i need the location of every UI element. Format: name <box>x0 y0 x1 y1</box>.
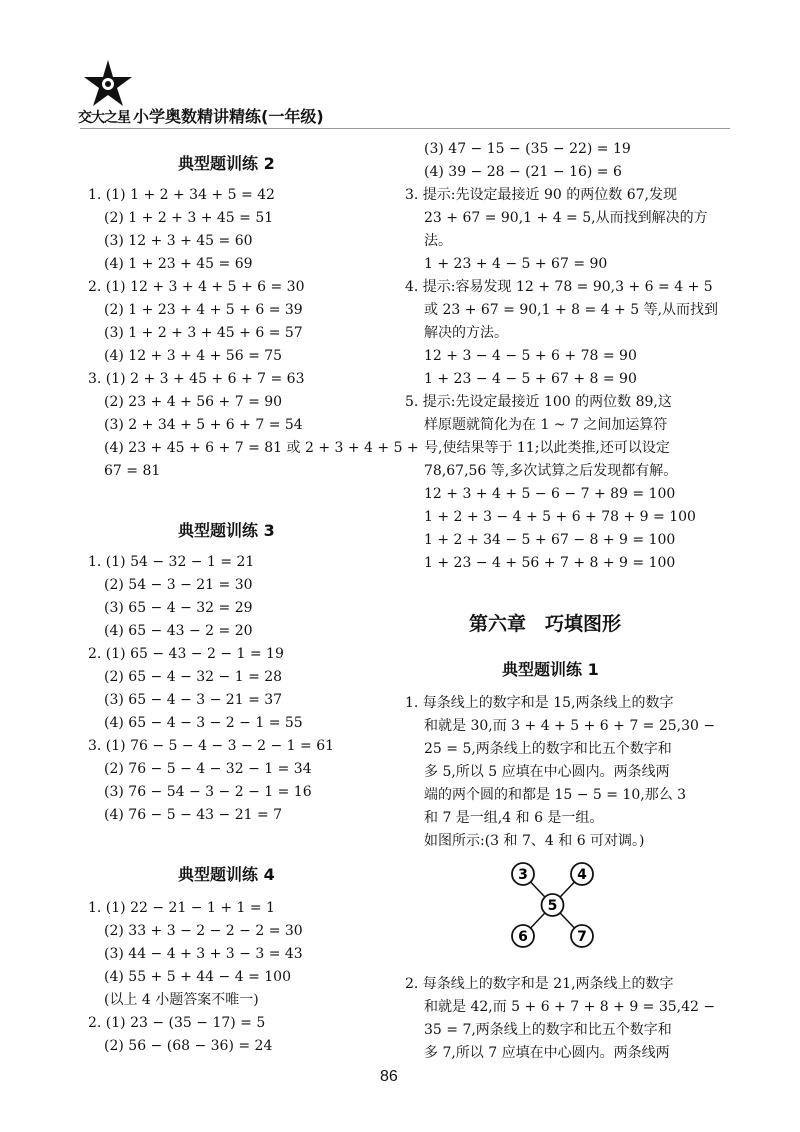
answer-line: 2. (1) 23 − (35 − 17) = 5 <box>88 1015 266 1031</box>
hint-line: 法。 <box>424 233 452 249</box>
answer-line: 67 = 81 <box>104 463 161 479</box>
answer-line: (3) 47 − 15 − (35 − 22) = 19 <box>424 141 631 157</box>
node-label: 4 <box>577 867 587 883</box>
answer-line: 1 + 23 − 4 − 5 + 67 + 8 = 90 <box>424 371 637 387</box>
answer-line: (4) 76 − 5 − 43 − 21 = 7 <box>104 807 283 823</box>
answer-line: 3. (1) 2 + 3 + 45 + 6 + 7 = 63 <box>88 371 305 387</box>
answer-line: (2) 76 − 5 − 4 − 32 − 1 = 34 <box>104 761 312 777</box>
node-label: 6 <box>518 929 528 945</box>
answer-line: 1. (1) 22 − 21 − 1 + 1 = 1 <box>88 900 275 916</box>
answer-line: (4) 55 + 5 + 44 − 4 = 100 <box>104 969 291 985</box>
answer-line: (3) 44 − 4 + 3 + 3 − 3 = 43 <box>104 946 303 962</box>
answer-line: (4) 1 + 23 + 45 = 69 <box>104 256 253 272</box>
explanation-line: 如图所示:(3 和 7、4 和 6 可对调。) <box>424 833 645 849</box>
answer-line: (3) 12 + 3 + 45 = 60 <box>104 233 253 249</box>
explanation-line: 25 = 5,两条线上的数字和比五个数字和 <box>424 741 672 757</box>
circle-node-br <box>571 925 593 947</box>
chapter-title: 第六章 巧填图形 <box>469 613 622 635</box>
explanation-line: 和 7 是一组,4 和 6 是一组。 <box>424 810 604 826</box>
hint-line: 5. 提示:先设定最接近 100 的两位数 89,这 <box>405 394 672 410</box>
answer-line: (4) 23 + 45 + 6 + 7 = 81 或 2 + 3 + 4 + 5 + <box>104 440 419 456</box>
answer-line: 3. (1) 76 − 5 − 4 − 3 − 2 − 1 = 61 <box>88 738 335 754</box>
answer-line: 2. (1) 12 + 3 + 4 + 5 + 6 = 30 <box>88 279 305 295</box>
circle-node-bl <box>512 925 534 947</box>
answer-line: (4) 65 − 4 − 3 − 2 − 1 = 55 <box>104 715 303 731</box>
hint-line: 号,使结果等于 11;以此类推,还可以设定 <box>424 440 670 456</box>
answer-line: (2) 65 − 4 − 32 − 1 = 28 <box>104 669 283 685</box>
answer-line: (3) 2 + 34 + 5 + 6 + 7 = 54 <box>104 417 303 433</box>
answer-line: (2) 1 + 2 + 3 + 45 = 51 <box>104 210 274 226</box>
answer-line: (3) 76 − 54 − 3 − 2 − 1 = 16 <box>104 784 312 800</box>
hint-line: 23 + 67 = 90,1 + 4 = 5,从而找到解决的方 <box>424 210 708 226</box>
explanation-line: 多 7,所以 7 应填在中心圆内。两条线两 <box>424 1045 670 1061</box>
answer-line: (2) 33 + 3 − 2 − 2 − 2 = 30 <box>104 923 303 939</box>
page-number: 86 <box>380 1068 398 1085</box>
answer-line: 1. (1) 54 − 32 − 1 = 21 <box>88 554 255 570</box>
x-circle-diagram <box>505 860 600 950</box>
header-rule <box>80 128 730 129</box>
section-title-2: 典型题训练 2 <box>178 154 275 173</box>
answer-line: (3) 1 + 2 + 3 + 45 + 6 = 57 <box>104 325 303 341</box>
answer-line: (2) 54 − 3 − 21 = 30 <box>104 577 253 593</box>
answer-line: 12 + 3 + 4 + 5 − 6 − 7 + 89 = 100 <box>424 486 676 502</box>
answer-line: 2. (1) 65 − 43 − 2 − 1 = 19 <box>88 646 284 662</box>
hint-line: 4. 提示:容易发现 12 + 78 = 90,3 + 6 = 4 + 5 <box>405 279 713 295</box>
hint-line: 解决的方法。 <box>424 325 508 341</box>
answer-line: 1. (1) 1 + 2 + 34 + 5 = 42 <box>88 187 275 203</box>
answer-line: 1 + 2 + 34 − 5 + 67 − 8 + 9 = 100 <box>424 532 676 548</box>
star-logo-icon <box>82 58 134 110</box>
answer-line: (4) 12 + 3 + 4 + 56 = 75 <box>104 348 283 364</box>
hint-line: 78,67,56 等,多次试算之后发现都有解。 <box>424 463 678 479</box>
explanation-line: 和就是 42,而 5 + 6 + 7 + 8 + 9 = 35,42 − <box>424 999 716 1015</box>
answer-line: (3) 65 − 4 − 32 = 29 <box>104 600 253 616</box>
explanation-line: 35 = 7,两条线上的数字和比五个数字和 <box>424 1022 672 1038</box>
hint-line: 或 23 + 67 = 90,1 + 8 = 4 + 5 等,从而找到 <box>424 302 719 318</box>
answer-line: (2) 56 − (68 − 36) = 24 <box>104 1038 273 1054</box>
circle-node-tr <box>571 863 593 885</box>
answer-line: 1 + 23 + 4 − 5 + 67 = 90 <box>424 256 608 272</box>
answer-line: 12 + 3 − 4 − 5 + 6 + 78 = 90 <box>424 348 637 364</box>
book-title: 小学奥数精讲精练(一年级) <box>133 107 324 126</box>
section-title-3: 典型题训练 3 <box>178 521 275 540</box>
explanation-line: 1. 每条线上的数字和是 15,两条线上的数字 <box>405 695 674 711</box>
answer-line: (3) 65 − 4 − 3 − 21 = 37 <box>104 692 283 708</box>
hint-line: 样原题就简化为在 1 ~ 7 之间加运算符 <box>424 417 668 433</box>
logo-text: 交大之星 <box>78 110 130 126</box>
circle-node-center <box>542 894 564 916</box>
hint-line: 3. 提示:先设定最接近 90 的两位数 67,发现 <box>405 187 677 203</box>
explanation-line: 多 5,所以 5 应填在中心圆内。两条线两 <box>424 764 670 780</box>
node-label: 7 <box>577 929 587 945</box>
section-title-1: 典型题训练 1 <box>502 660 599 679</box>
answer-line: (2) 23 + 4 + 56 + 7 = 90 <box>104 394 283 410</box>
circle-node-tl <box>512 863 534 885</box>
section-title-4: 典型题训练 4 <box>178 865 275 884</box>
node-label: 5 <box>547 898 558 914</box>
node-label: 3 <box>518 867 528 883</box>
answer-line: (4) 39 − 28 − (21 − 16) = 6 <box>424 164 622 180</box>
explanation-line: 和就是 30,而 3 + 4 + 5 + 6 + 7 = 25,30 − <box>424 718 716 734</box>
explanation-line: 端的两个圆的和都是 15 − 5 = 10,那么 3 <box>424 787 687 803</box>
answer-line: 1 + 2 + 3 − 4 + 5 + 6 + 78 + 9 = 100 <box>424 509 696 525</box>
answer-line: 1 + 23 − 4 + 56 + 7 + 8 + 9 = 100 <box>424 555 676 571</box>
explanation-line: 2. 每条线上的数字和是 21,两条线上的数字 <box>405 976 674 992</box>
answer-note: (以上 4 小题答案不唯一) <box>104 992 259 1008</box>
answer-line: (4) 65 − 43 − 2 = 20 <box>104 623 253 639</box>
answer-line: (2) 1 + 23 + 4 + 5 + 6 = 39 <box>104 302 303 318</box>
